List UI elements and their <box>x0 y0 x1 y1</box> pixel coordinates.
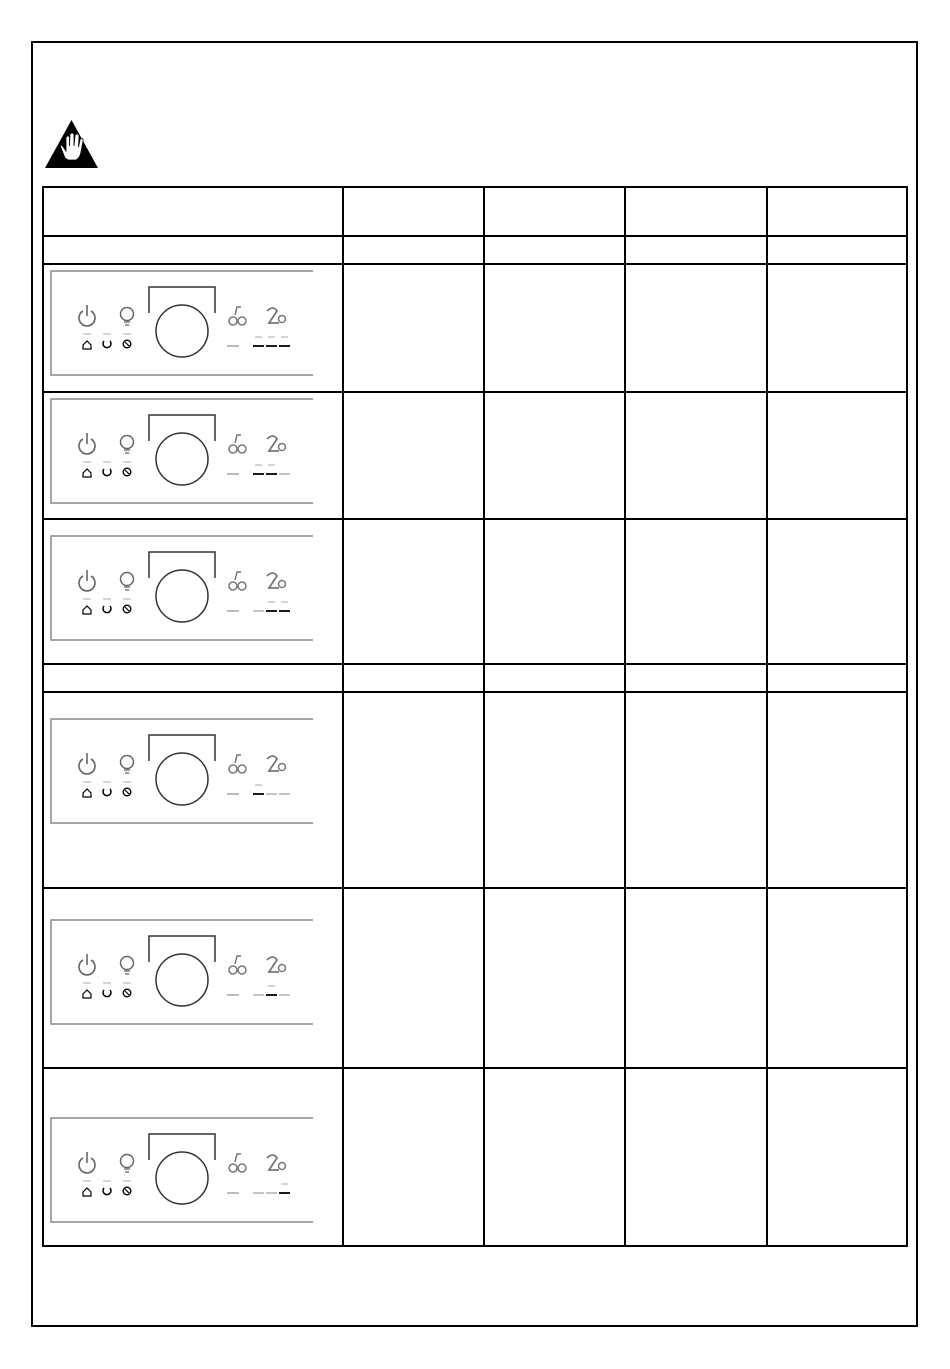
cycle-icon <box>103 1188 111 1195</box>
light-bulb-icon <box>121 436 134 454</box>
cycle-icon <box>103 341 111 348</box>
control-panel-illustration <box>49 534 313 642</box>
light-bulb-icon <box>121 957 134 975</box>
cycle-icon <box>103 469 111 476</box>
dial-housing <box>149 735 215 761</box>
dial-housing <box>149 415 215 441</box>
table-header-row <box>42 186 908 236</box>
control-panel-illustration <box>49 1116 313 1224</box>
timer-icon <box>123 605 131 613</box>
rotary-dial-knob <box>156 433 208 485</box>
timer-icon <box>123 788 131 796</box>
rotary-dial-knob <box>156 753 208 805</box>
boost-icon <box>267 436 286 451</box>
boost-icon <box>267 308 286 323</box>
fan-speed-icon <box>229 435 246 453</box>
fan-speed-icon <box>229 956 246 974</box>
table-section-row <box>42 664 908 692</box>
timer-icon <box>123 340 131 348</box>
home-icon <box>83 1188 91 1196</box>
light-bulb-icon <box>121 308 134 326</box>
home-icon <box>83 990 91 998</box>
dial-housing <box>149 936 215 962</box>
timer-icon <box>123 468 131 476</box>
table-section-row <box>42 236 908 264</box>
rotary-dial-knob <box>156 305 208 357</box>
fan-speed-icon <box>229 307 246 325</box>
rotary-dial-knob <box>156 1152 208 1204</box>
home-icon <box>83 606 91 614</box>
timer-icon <box>123 1187 131 1195</box>
boost-icon <box>267 957 286 972</box>
rotary-dial-knob <box>156 954 208 1006</box>
rotary-dial-knob <box>156 570 208 622</box>
control-panel-illustration <box>49 717 313 825</box>
hand-stop-warning-icon <box>43 118 100 170</box>
fan-speed-icon <box>229 572 246 590</box>
fan-speed-icon <box>229 755 246 773</box>
light-bulb-icon <box>121 573 134 591</box>
dial-housing <box>149 552 215 578</box>
control-panel-illustration <box>49 269 313 377</box>
cycle-icon <box>103 606 111 613</box>
power-icon <box>79 1152 95 1173</box>
home-icon <box>83 469 91 477</box>
power-icon <box>79 570 95 591</box>
control-panel-illustration <box>49 397 313 505</box>
boost-icon <box>267 1155 286 1170</box>
timer-icon <box>123 989 131 997</box>
light-bulb-icon <box>121 1155 134 1173</box>
cycle-icon <box>103 789 111 796</box>
power-icon <box>79 753 95 774</box>
home-icon <box>83 341 91 349</box>
instruction-table <box>42 186 908 1247</box>
power-icon <box>79 305 95 326</box>
dial-housing <box>149 287 215 313</box>
power-icon <box>79 433 95 454</box>
control-panel-illustration <box>49 918 313 1026</box>
dial-housing <box>149 1134 215 1160</box>
home-icon <box>83 789 91 797</box>
power-icon <box>79 954 95 975</box>
fan-speed-icon <box>229 1154 246 1172</box>
cycle-icon <box>103 990 111 997</box>
light-bulb-icon <box>121 756 134 774</box>
boost-icon <box>267 573 286 588</box>
boost-icon <box>267 756 286 771</box>
